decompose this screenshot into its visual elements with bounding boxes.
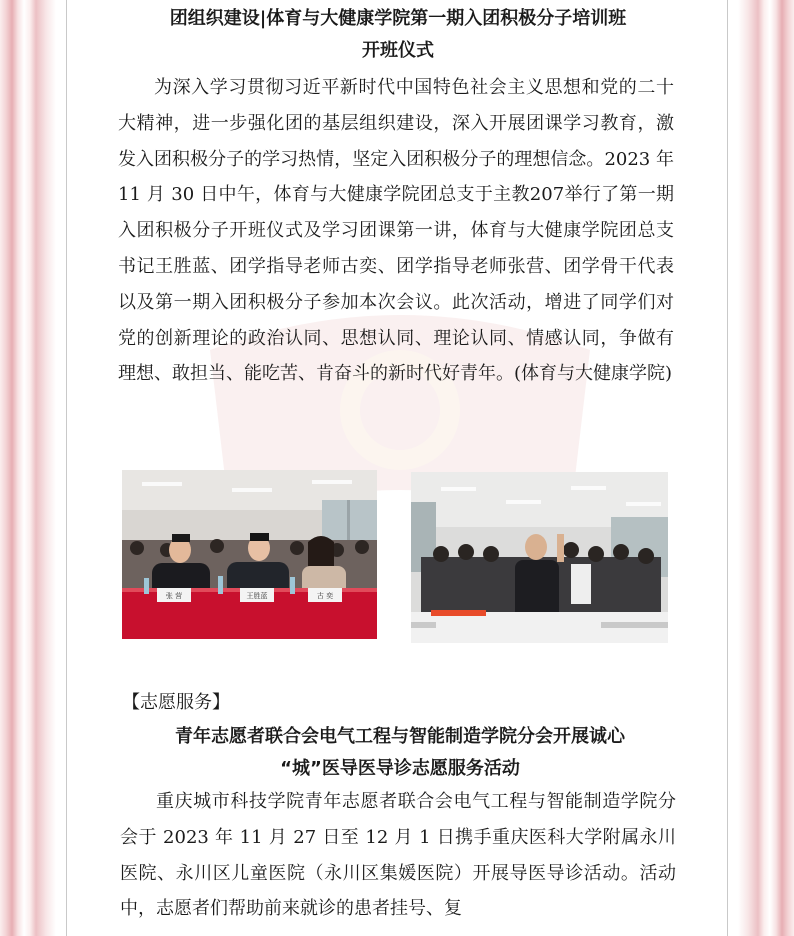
article1-body: 为深入学习贯彻习近平新时代中国特色社会主义思想和党的二十大精神，进一步强化团的基层组织建设，深入开展团课学习教育，激发入团积极分子的学习热情，坚定入团积极分子的理想信念。2023 年 11 月 30 日中午，体育与大健康学院团总支于主教207举行了第一期入团积极分子开班仪式及学习团课第一讲，体育与大健康学院团总支书记王胜蓝、团学指导老师古奕、团学指导老师张营、团学骨干代表以及第一期入团积极分子参加本次会议。此次活动，增进了同学们对党的创新理论的政治认同、思想认同、理论认同、情感认同，争做有理想、敢担当、能吃苦、肯奋斗的新时代好青年。(体育与大健康学院) — [118, 77, 674, 385]
article1-title-line2: 开班仪式 — [362, 40, 434, 61]
right-decorative-border — [730, 0, 794, 936]
section-label-volunteer: 【志愿服务】 — [122, 692, 230, 713]
article2-title-line2: “城”医导医导诊志愿服务活动 — [280, 758, 520, 779]
left-decorative-border — [0, 0, 64, 936]
article2-title-line1: 青年志愿者联合会电气工程与智能制造学院分会开展诚心 — [175, 726, 625, 747]
nameplate-wang: 王胜蓝 — [246, 592, 268, 600]
nameplate-zhang: 张 营 — [165, 592, 183, 600]
left-frame-line — [66, 0, 67, 936]
photo-oath-ceremony — [411, 472, 668, 643]
article1-title-line1: 团组织建设|体育与大健康学院第一期入团积极分子培训班 — [169, 8, 627, 29]
right-frame-line — [727, 0, 728, 936]
nameplate-gu: 古 奕 — [316, 592, 334, 600]
photo-opening-ceremony — [122, 470, 377, 639]
article2-body: 重庆城市科技学院青年志愿者联合会电气工程与智能制造学院分会于 2023 年 11 月 27 日至 12 月 1 日携手重庆医科大学附属永川医院、永川区儿童医院（永川区集媛医院）开展导医导诊活动。活动中，志愿者们帮助前来就诊的患者挂号、复 — [120, 791, 676, 920]
